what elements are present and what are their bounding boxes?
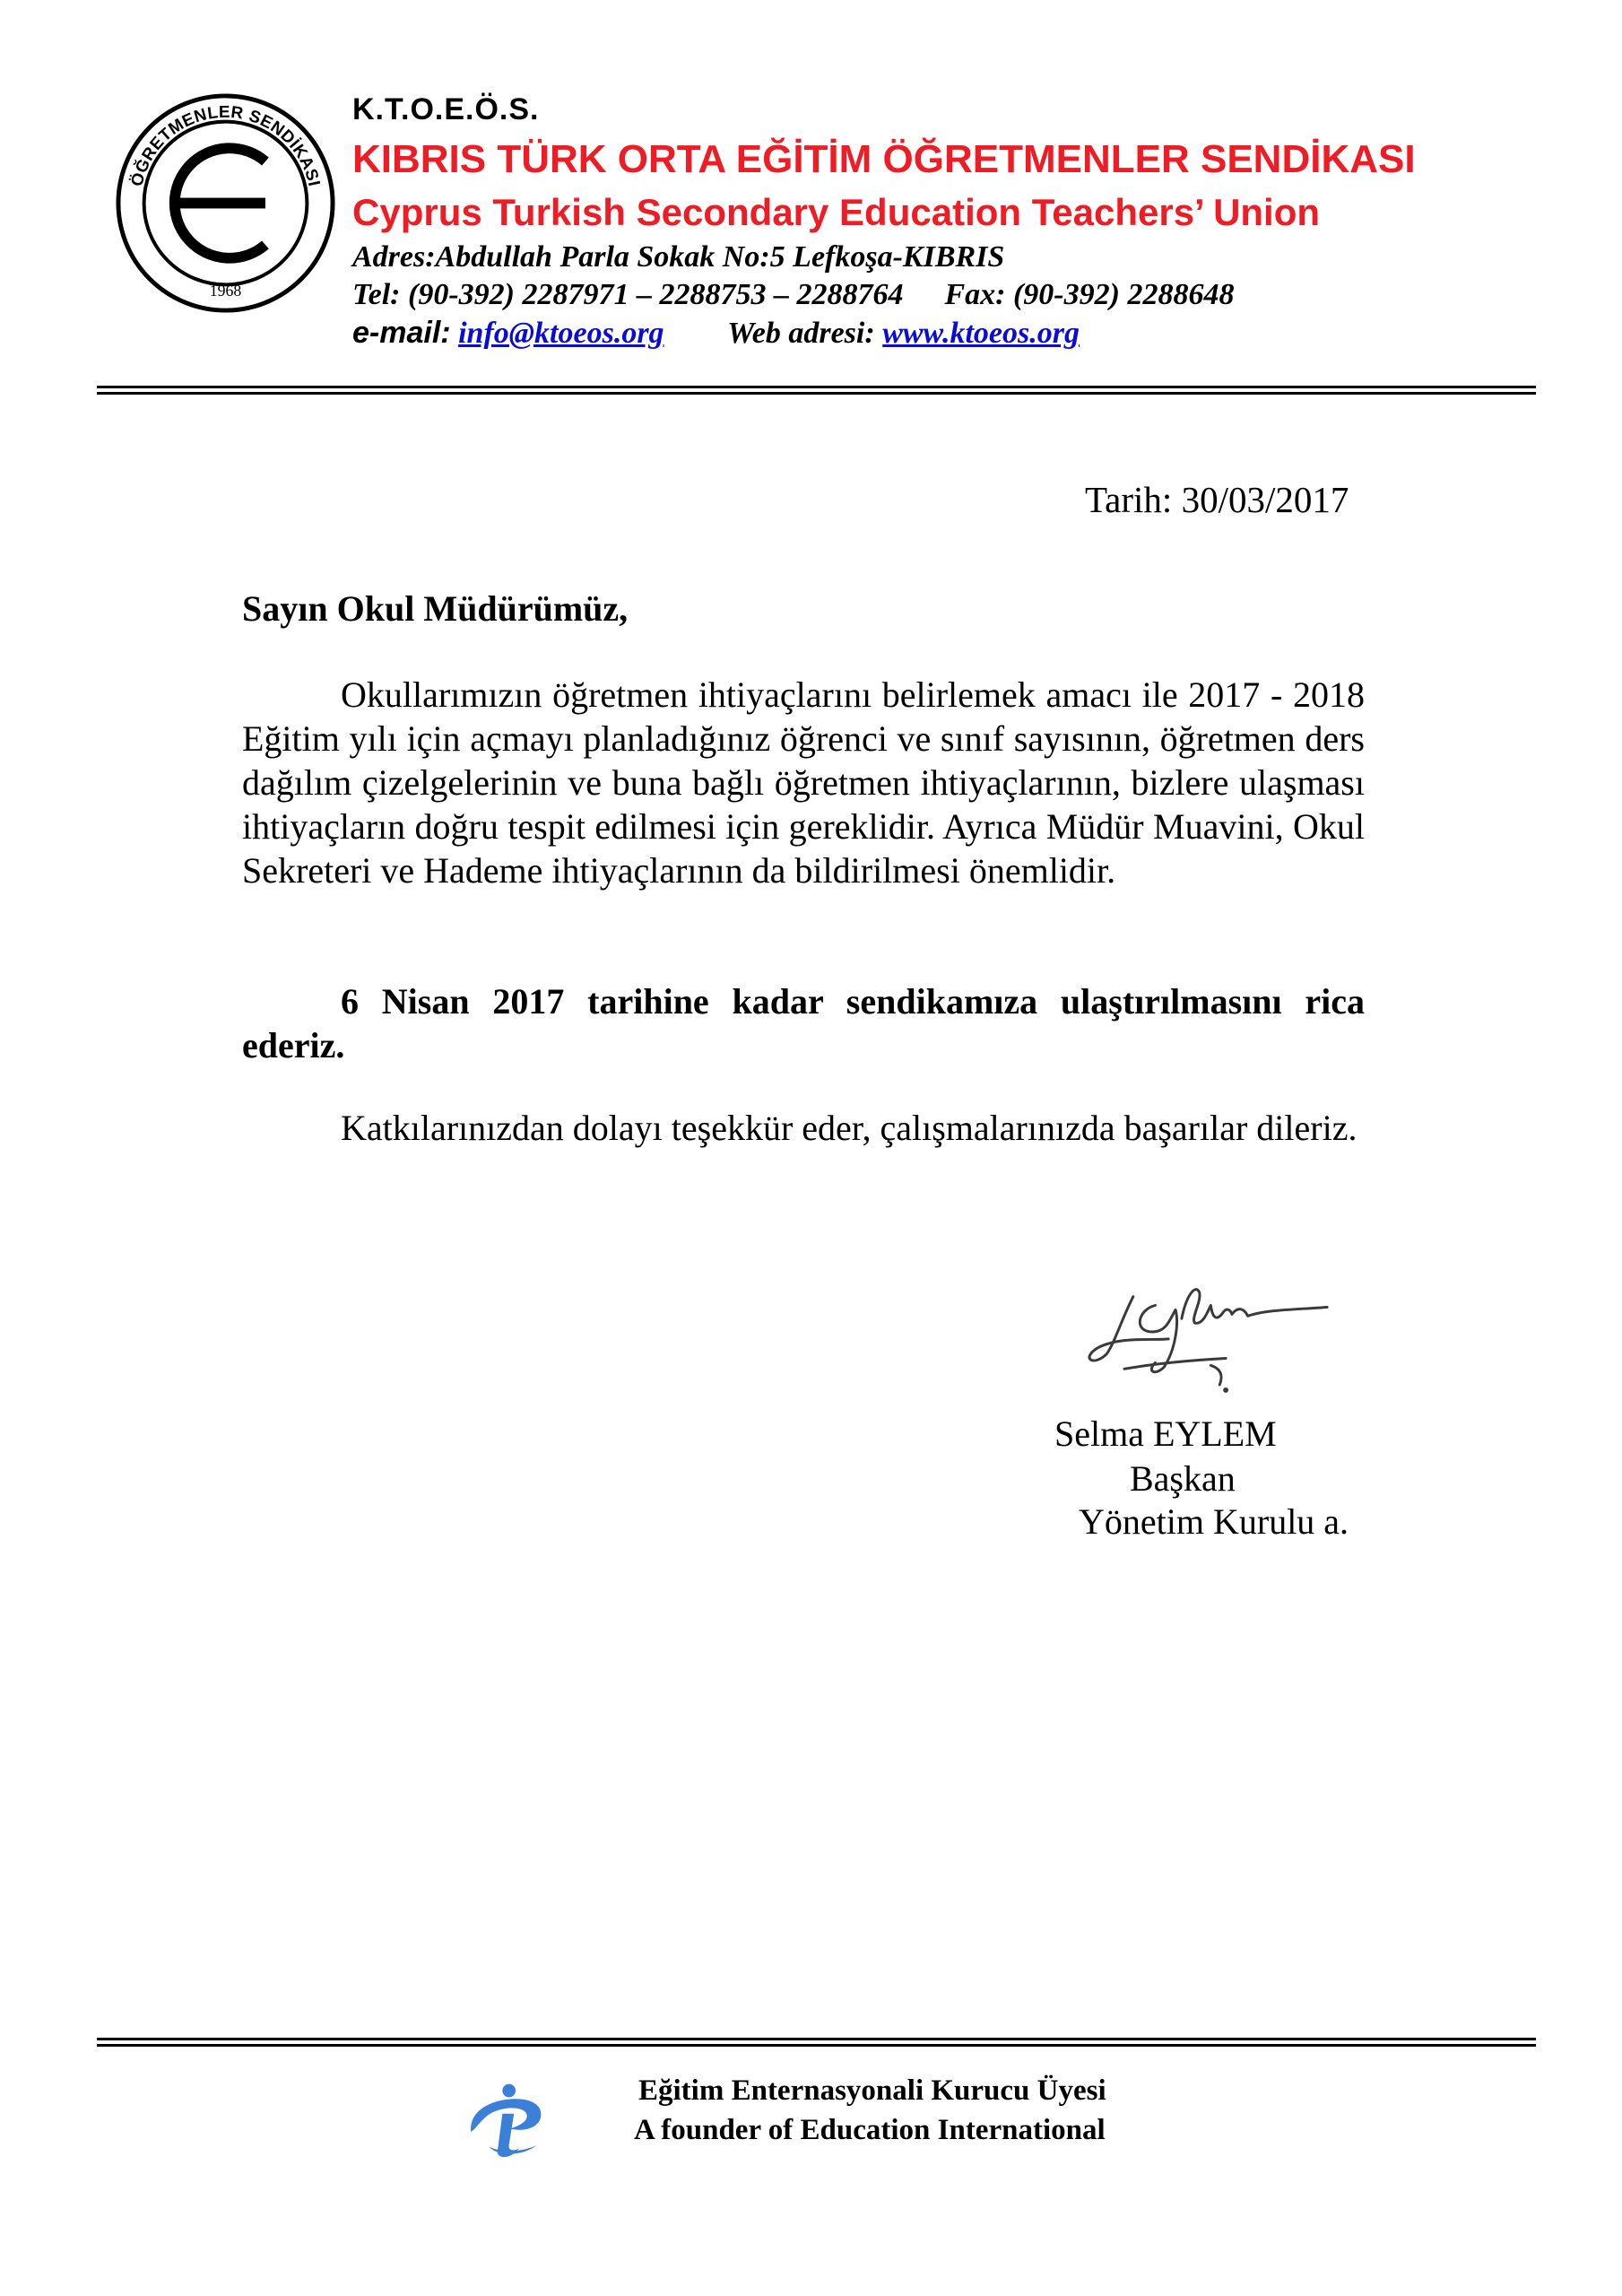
union-name-english: Cyprus Turkish Secondary Education Teachers’ Union: [352, 191, 1321, 233]
signatory-name: Selma EYLEM: [1054, 1413, 1277, 1454]
svg-text:ÖĞRETMENLER SENDİKASI: ÖĞRETMENLER SENDİKASI: [126, 101, 325, 188]
header-divider: [97, 386, 1536, 395]
website-link[interactable]: www.ktoeos.org: [882, 317, 1080, 350]
signatory-board: Yönetim Kurulu a.: [1079, 1501, 1349, 1542]
letter-salutation: Sayın Okul Müdürümüz,: [242, 588, 629, 629]
letter-paragraph-request: Okullarımızın öğretmen ihtiyaçlarını belirlemek amacı ile 2017 - 2018 Eğitim yılı için açmayı planladığınız öğrenci ve sınıf sayısının, öğretmen ders dağılım çizelgelerinin ve buna bağlı öğretmen ihtiyaçlarının, bizlere ulaşması ihtiyaçların doğru tespit edilmesi için gereklidir. Ayrıca Müdür Muavini, Okul Sekreteri ve Hademe ihtiyaçlarının da bildirilmesi önemlidir.: [242, 674, 1365, 891]
fax-number: Fax: (90-392) 2288648: [944, 278, 1235, 311]
union-name-turkish: KIBRIS TÜRK ORTA EĞİTİM ÖĞRETMENLER SENDİKASI: [352, 137, 1416, 181]
email-link[interactable]: info@ktoeos.org: [458, 317, 664, 350]
web-label: Web adresi:: [727, 317, 875, 350]
letter-paragraph-thanks: Katkılarınızdan dolayı teşekkür eder, çalışmalarınızda başarılar dileriz.: [341, 1108, 1357, 1148]
letter-paragraph-deadline: 6 Nisan 2017 tarihine kadar sendikamıza ulaştırılmasını rica ederiz.: [242, 981, 1365, 1065]
union-online-contacts: [352, 316, 1080, 351]
union-seal-logo: [115, 92, 336, 314]
letter-date: Tarih: 30/03/2017: [1085, 479, 1349, 520]
footer-divider: [97, 2038, 1536, 2047]
handwritten-signature: [1071, 1269, 1336, 1395]
svg-text:1968: 1968: [209, 282, 242, 300]
union-contact-phones: [352, 278, 1234, 312]
education-international-logo: [464, 2081, 547, 2163]
phone-numbers: Tel: (90-392) 2287971 – 2288753 – 2288764: [352, 278, 904, 311]
union-address: Adres:Abdullah Parla Sokak No:5 Lefkoşa-KIBRIS: [352, 240, 1005, 274]
union-abbreviation: K.T.O.E.Ö.S.: [352, 92, 540, 126]
email-label: e-mail:: [352, 316, 451, 350]
footer-line-turkish: Eğitim Enternasyonali Kurucu Üyesi: [638, 2074, 1106, 2107]
footer-line-english: A founder of Education International: [634, 2114, 1106, 2146]
signatory-title: Başkan: [1130, 1458, 1236, 1499]
